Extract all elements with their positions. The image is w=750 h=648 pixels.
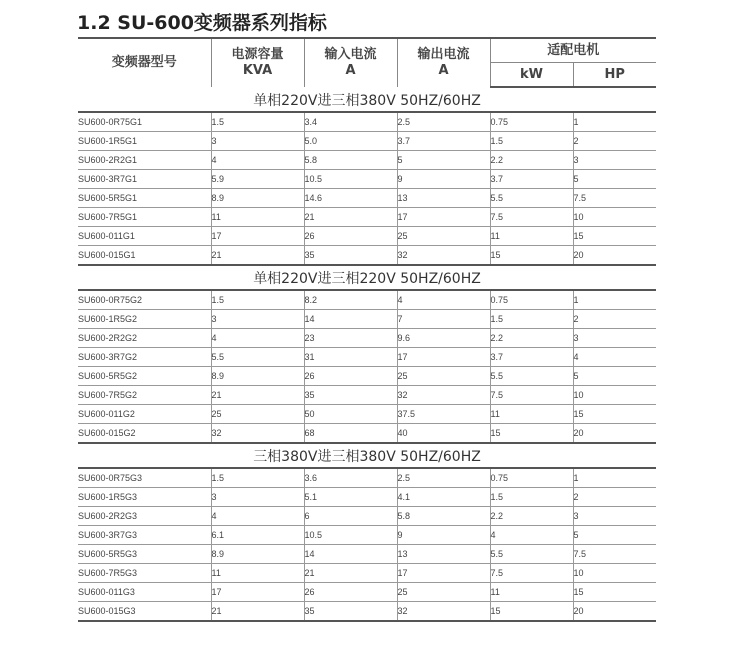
cell-model: SU600-5R5G2: [78, 367, 211, 386]
table-row: [78, 189, 656, 208]
cell-hp: 1: [573, 112, 656, 132]
cell-hp: 3: [573, 151, 656, 170]
table-row: [78, 151, 656, 170]
cell-output-current: 9: [397, 526, 490, 545]
cell-input-current: 68: [304, 424, 397, 444]
cell-model: SU600-015G2: [78, 424, 211, 444]
cell-model: SU600-011G1: [78, 227, 211, 246]
cell-model: SU600-015G1: [78, 246, 211, 266]
cell-hp: 3: [573, 507, 656, 526]
header-motor: 适配电机: [490, 38, 656, 63]
cell-hp: 10: [573, 208, 656, 227]
cell-model: SU600-7R5G1: [78, 208, 211, 227]
cell-model: SU600-0R75G2: [78, 290, 211, 310]
cell-kw: 11: [490, 405, 573, 424]
cell-output-current: 5.8: [397, 507, 490, 526]
table-row: [78, 526, 656, 545]
cell-kw: 7.5: [490, 386, 573, 405]
cell-model: SU600-011G2: [78, 405, 211, 424]
cell-output-current: 7: [397, 310, 490, 329]
cell-kw: 15: [490, 246, 573, 266]
page-title: 1.2 SU-600变频器系列指标: [77, 12, 327, 34]
cell-hp: 1: [573, 290, 656, 310]
table-row: [78, 602, 656, 622]
cell-hp: 5: [573, 170, 656, 189]
spec-table: [78, 37, 656, 622]
cell-model: SU600-3R7G1: [78, 170, 211, 189]
cell-output-current: 5: [397, 151, 490, 170]
table-row: [78, 488, 656, 507]
cell-model: SU600-2R2G3: [78, 507, 211, 526]
cell-model: SU600-7R5G3: [78, 564, 211, 583]
group-label: 三相380V进三相380V 50HZ/60HZ: [78, 443, 656, 468]
table-row: [78, 545, 656, 564]
cell-capacity: 3: [211, 310, 304, 329]
cell-hp: 2: [573, 310, 656, 329]
cell-input-current: 35: [304, 246, 397, 266]
group-row: [78, 265, 656, 290]
cell-kw: 1.5: [490, 132, 573, 151]
cell-input-current: 35: [304, 386, 397, 405]
table-row: [78, 170, 656, 189]
cell-output-current: 13: [397, 545, 490, 564]
cell-hp: 10: [573, 386, 656, 405]
cell-hp: 2: [573, 488, 656, 507]
cell-capacity: 1.5: [211, 112, 304, 132]
cell-output-current: 25: [397, 227, 490, 246]
cell-kw: 0.75: [490, 290, 573, 310]
cell-output-current: 32: [397, 246, 490, 266]
cell-output-current: 4.1: [397, 488, 490, 507]
cell-model: SU600-0R75G1: [78, 112, 211, 132]
cell-hp: 15: [573, 583, 656, 602]
cell-input-current: 21: [304, 564, 397, 583]
cell-model: SU600-011G3: [78, 583, 211, 602]
cell-capacity: 32: [211, 424, 304, 444]
cell-hp: 7.5: [573, 545, 656, 564]
cell-input-current: 5.8: [304, 151, 397, 170]
cell-hp: 3: [573, 329, 656, 348]
table-row: [78, 329, 656, 348]
cell-input-current: 26: [304, 367, 397, 386]
cell-output-current: 32: [397, 602, 490, 622]
cell-kw: 7.5: [490, 564, 573, 583]
cell-hp: 10: [573, 564, 656, 583]
cell-capacity: 21: [211, 602, 304, 622]
cell-input-current: 35: [304, 602, 397, 622]
cell-kw: 1.5: [490, 310, 573, 329]
table-row: [78, 367, 656, 386]
table-row: [78, 348, 656, 367]
cell-kw: 2.2: [490, 151, 573, 170]
cell-capacity: 3: [211, 488, 304, 507]
header-capacity: [211, 38, 304, 87]
cell-model: SU600-5R5G3: [78, 545, 211, 564]
cell-kw: 5.5: [490, 545, 573, 564]
header-input-label: 输入电流: [324, 47, 377, 62]
group-label: 单相220V进三相220V 50HZ/60HZ: [78, 265, 656, 290]
cell-model: SU600-7R5G2: [78, 386, 211, 405]
group-row: [78, 443, 656, 468]
cell-kw: 3.7: [490, 348, 573, 367]
cell-kw: 15: [490, 424, 573, 444]
table-header: [78, 38, 656, 87]
cell-hp: 2: [573, 132, 656, 151]
cell-output-current: 2.5: [397, 112, 490, 132]
cell-capacity: 4: [211, 151, 304, 170]
table-row: [78, 132, 656, 151]
cell-model: SU600-0R75G3: [78, 468, 211, 488]
table-row: [78, 386, 656, 405]
table-row: [78, 112, 656, 132]
cell-output-current: 17: [397, 348, 490, 367]
cell-output-current: 2.5: [397, 468, 490, 488]
cell-input-current: 10.5: [304, 170, 397, 189]
table-row: [78, 507, 656, 526]
cell-capacity: 25: [211, 405, 304, 424]
cell-output-current: 37.5: [397, 405, 490, 424]
cell-input-current: 23: [304, 329, 397, 348]
cell-model: SU600-2R2G2: [78, 329, 211, 348]
cell-hp: 4: [573, 348, 656, 367]
cell-model: SU600-1R5G1: [78, 132, 211, 151]
cell-hp: 15: [573, 405, 656, 424]
cell-kw: 4: [490, 526, 573, 545]
cell-hp: 20: [573, 424, 656, 444]
cell-hp: 7.5: [573, 189, 656, 208]
cell-kw: 0.75: [490, 112, 573, 132]
header-output-current: [397, 38, 490, 87]
cell-input-current: 14: [304, 310, 397, 329]
cell-hp: 5: [573, 367, 656, 386]
cell-output-current: 4: [397, 290, 490, 310]
header-kw: kW: [490, 63, 573, 88]
cell-capacity: 6.1: [211, 526, 304, 545]
cell-kw: 11: [490, 583, 573, 602]
cell-capacity: 1.5: [211, 468, 304, 488]
header-output-unit: A: [438, 63, 449, 78]
cell-capacity: 11: [211, 564, 304, 583]
cell-output-current: 9: [397, 170, 490, 189]
cell-hp: 1: [573, 468, 656, 488]
cell-input-current: 26: [304, 583, 397, 602]
cell-model: SU600-1R5G3: [78, 488, 211, 507]
cell-capacity: 21: [211, 386, 304, 405]
group-label: 单相220V进三相380V 50HZ/60HZ: [78, 87, 656, 112]
cell-capacity: 11: [211, 208, 304, 227]
cell-capacity: 5.9: [211, 170, 304, 189]
cell-capacity: 1.5: [211, 290, 304, 310]
cell-model: SU600-2R2G1: [78, 151, 211, 170]
cell-capacity: 8.9: [211, 367, 304, 386]
cell-capacity: 17: [211, 583, 304, 602]
table-row: [78, 583, 656, 602]
cell-input-current: 6: [304, 507, 397, 526]
cell-model: SU600-3R7G2: [78, 348, 211, 367]
cell-model: SU600-1R5G2: [78, 310, 211, 329]
cell-input-current: 31: [304, 348, 397, 367]
cell-input-current: 3.6: [304, 468, 397, 488]
cell-kw: 7.5: [490, 208, 573, 227]
header-input-current: [304, 38, 397, 87]
header-model: 变频器型号: [78, 38, 211, 87]
cell-kw: 0.75: [490, 468, 573, 488]
table-row: [78, 310, 656, 329]
cell-input-current: 26: [304, 227, 397, 246]
cell-capacity: 4: [211, 329, 304, 348]
table-row: [78, 468, 656, 488]
table-row: [78, 246, 656, 266]
cell-kw: 3.7: [490, 170, 573, 189]
cell-input-current: 5.0: [304, 132, 397, 151]
cell-hp: 20: [573, 602, 656, 622]
cell-kw: 5.5: [490, 367, 573, 386]
cell-capacity: 8.9: [211, 545, 304, 564]
cell-output-current: 32: [397, 386, 490, 405]
cell-input-current: 5.1: [304, 488, 397, 507]
cell-output-current: 9.6: [397, 329, 490, 348]
cell-model: SU600-3R7G3: [78, 526, 211, 545]
table-row: [78, 564, 656, 583]
cell-output-current: 25: [397, 583, 490, 602]
cell-hp: 20: [573, 246, 656, 266]
cell-output-current: 25: [397, 367, 490, 386]
group-row: [78, 87, 656, 112]
cell-input-current: 8.2: [304, 290, 397, 310]
cell-capacity: 21: [211, 246, 304, 266]
cell-kw: 15: [490, 602, 573, 622]
cell-capacity: 3: [211, 132, 304, 151]
cell-capacity: 4: [211, 507, 304, 526]
cell-model: SU600-5R5G1: [78, 189, 211, 208]
cell-input-current: 14.6: [304, 189, 397, 208]
cell-model: SU600-015G3: [78, 602, 211, 622]
table-body: [78, 87, 656, 621]
cell-output-current: 17: [397, 208, 490, 227]
cell-output-current: 40: [397, 424, 490, 444]
cell-kw: 1.5: [490, 488, 573, 507]
header-hp: HP: [573, 63, 656, 88]
cell-output-current: 17: [397, 564, 490, 583]
cell-capacity: 8.9: [211, 189, 304, 208]
header-capacity-label: 电源容量: [231, 47, 284, 62]
table-row: [78, 424, 656, 444]
table-row: [78, 405, 656, 424]
table-row: [78, 227, 656, 246]
cell-output-current: 13: [397, 189, 490, 208]
cell-input-current: 10.5: [304, 526, 397, 545]
cell-capacity: 5.5: [211, 348, 304, 367]
cell-kw: 2.2: [490, 507, 573, 526]
header-input-unit: A: [345, 63, 356, 78]
cell-kw: 2.2: [490, 329, 573, 348]
header-output-label: 输出电流: [417, 47, 470, 62]
cell-output-current: 3.7: [397, 132, 490, 151]
cell-kw: 11: [490, 227, 573, 246]
header-capacity-unit: KVA: [242, 63, 273, 78]
cell-kw: 5.5: [490, 189, 573, 208]
cell-capacity: 17: [211, 227, 304, 246]
cell-input-current: 14: [304, 545, 397, 564]
table-row: [78, 208, 656, 227]
cell-hp: 5: [573, 526, 656, 545]
cell-input-current: 3.4: [304, 112, 397, 132]
cell-input-current: 21: [304, 208, 397, 227]
table-row: [78, 290, 656, 310]
cell-input-current: 50: [304, 405, 397, 424]
cell-hp: 15: [573, 227, 656, 246]
